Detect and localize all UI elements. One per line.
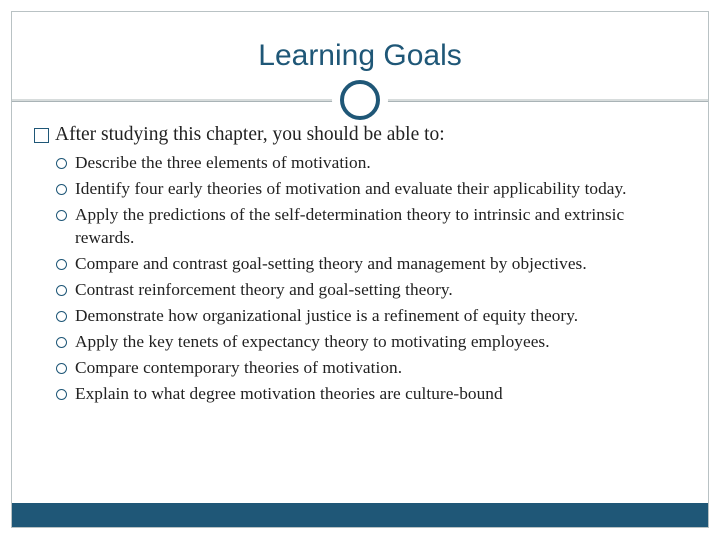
footer-bar [12,503,708,527]
list-item [56,331,684,354]
ring-bullet-icon [56,337,67,348]
goal-text: Identify four early theories of motivation and evaluate their applicability today. [75,179,627,198]
ring-bullet-icon [56,389,67,400]
goal-text: Apply the key tenets of expectancy theory to motivating employees. [75,331,550,351]
ring-ornament-icon [340,80,380,120]
goal-text: Compare and contrast goal-setting theory and management by objectives. [75,253,587,273]
slide-content [34,122,684,409]
ring-bullet-icon [56,363,67,374]
list-item [56,178,684,201]
list-item [56,383,684,406]
goal-text: Demonstrate how organizational justice is a refinement of equity theory. [75,305,579,325]
ring-bullet-icon [56,311,67,322]
goal-text: Contrast reinforcement theory and goal-setting theory. [75,279,453,299]
goal-text: Apply the predictions of the self-determination theory to intrinsic and extrinsic rewards. [75,205,625,247]
slide-title: Learning Goals [258,39,462,72]
ring-bullet-icon [56,259,67,270]
list-item [56,279,684,302]
goal-text: Compare contemporary theories of motivation. [75,357,403,377]
goal-text: Describe the three elements of motivation. [75,153,371,172]
learning-goals-list [34,152,684,405]
ring-bullet-icon [56,184,67,195]
list-item [56,152,684,175]
ring-bullet-icon [56,285,67,296]
square-bullet-icon [34,128,49,143]
ring-bullet-icon [56,158,67,169]
lead-text: After studying this chapter, you should be able to: [55,124,445,145]
goal-text: Explain to what degree motivation theories are culture-bound [75,383,503,403]
list-item [56,357,684,380]
list-item [56,305,684,328]
list-item [56,204,684,249]
list-item [56,253,684,276]
lead-paragraph [34,122,684,148]
ring-bullet-icon [56,210,67,221]
